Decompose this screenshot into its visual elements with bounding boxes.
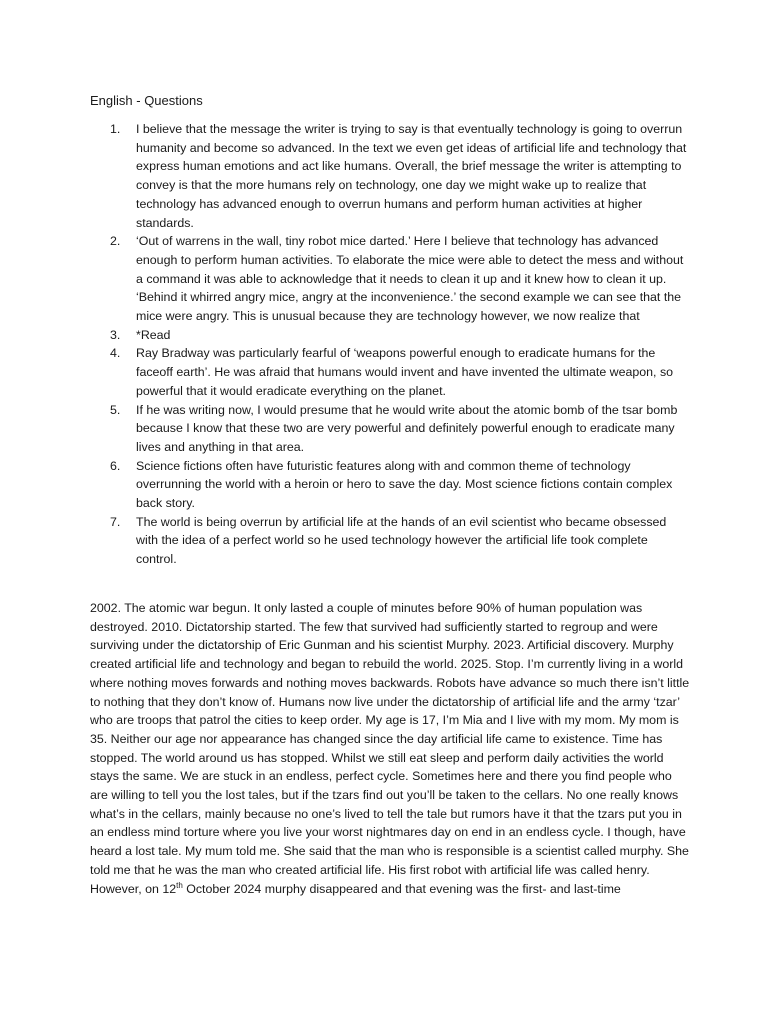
list-item-number: 7. — [110, 514, 121, 529]
list-item — [90, 232, 690, 326]
list-item-text: I believe that the message the writer is trying to say is that eventually technology is going to overrun humanity and become so advanced. In the text we even get ideas of artificial life and technology that express human emotions and act like humans. Overall, the brief message the writer is attempting to convey is that the more humans rely on technology, one day we might wake up to realize that technology has advanced enough to overrun humans and perform human activities at higher standards. — [136, 122, 687, 230]
list-item — [90, 457, 690, 513]
list-item-text: The world is being overrun by artificial life at the hands of an evil scientist who became obsessed with the idea of a perfect world so he used technology however the artificial life took complete control. — [136, 514, 667, 567]
list-item-number: 5. — [110, 402, 121, 417]
list-item-text: Ray Bradway was particularly fearful of ‘weapons powerful enough to eradicate humans for the faceoff earth’. He was afraid that humans would invent and have invented the ultimate weapon, so powerful that it would eradicate everything on the planet. — [136, 346, 674, 398]
document-title: English - Questions — [90, 93, 203, 108]
story-paragraph — [90, 599, 690, 898]
list-item — [90, 344, 690, 400]
list-item — [90, 120, 690, 232]
list-item-text: If he was writing now, I would presume that he would write about the atomic bomb of the tsar bomb because I know that these two are very powerful and definitely powerful enough to eradicate many lives and anything in that area. — [136, 402, 678, 454]
story-tail: October 2024 murphy disappeared and that evening was the first- and last-time — [182, 881, 621, 896]
list-item-text: *Read — [136, 327, 171, 342]
list-item-text: ‘Out of warrens in the wall, tiny robot mice darted.’ Here I believe that technology has advanced enough to perform human activities. To elaborate the mice were able to detect the mess and without a command it was able to acknowledge that it needs to clean it up and it knew how to clean it up. ‘Behind it whirred angry mice, angry at the inconvenience.’ the second example we can see that the mice were angry. This is unusual because they are technology however, we now realize that — [136, 234, 684, 324]
list-item-number: 4. — [110, 346, 121, 361]
list-item — [90, 326, 690, 345]
list-item-number: 2. — [110, 234, 121, 249]
date-superscript: th — [176, 880, 183, 890]
list-item-number: 1. — [110, 122, 121, 136]
answers-list — [90, 120, 690, 569]
list-item-number: 6. — [110, 458, 121, 473]
list-item — [90, 401, 690, 457]
list-item-text: Science fictions often have futuristic features along with and common theme of technology overrunning the world with a heroin or hero to save the day. Most science fictions contain complex back story. — [136, 458, 673, 511]
list-item-number: 3. — [110, 327, 121, 342]
story-body: 2002. The atomic war begun. It only lasted a couple of minutes before 90% of human population was destroyed. 2010. Dictatorship started. The few that survived had sufficiently started to regroup and were surviving under the dictatorship of Eric Gunman and his scientist Murphy. 2023. Artificial discovery. Murphy created artificial life and technology and began to rebuild the world. 2025. Stop. I’m currently living in a world where nothing moves forwards and nothing moves backwards. Robots have advance so much there isn’t little to nothing that they don’t know of. Humans now live under the dictatorship of artificial life and the army ‘tzar’ who are troops that patrol the cities to keep order. My age is 17, I’m Mia and I live with my mom. My mom is 35. Neither our age nor appearance has changed since the day artificial life came to existence. Time has stopped. The world around us has stopped. Whilst we still eat sleep and perform daily activities the world stays the same. We are stuck in an endless, perfect cycle. Sometimes here and there you find people who are willing to tell you the lost tales, but if the tzars find out you’ll be taken to the cellars. No one really knows what’s in the cellars, mainly because no one’s lived to tell the tale but rumors have it that the tzars put you in an endless mind torture where you live your worst nightmares day on end in an endless cycle. I though, have heard a lost tale. My mum told me. She said that the man who is responsible is a scientist called murphy. She told me that he was the man who created artificial life. His first robot with artificial life was called henry. However, on 12 — [90, 601, 690, 896]
list-item — [90, 513, 690, 569]
